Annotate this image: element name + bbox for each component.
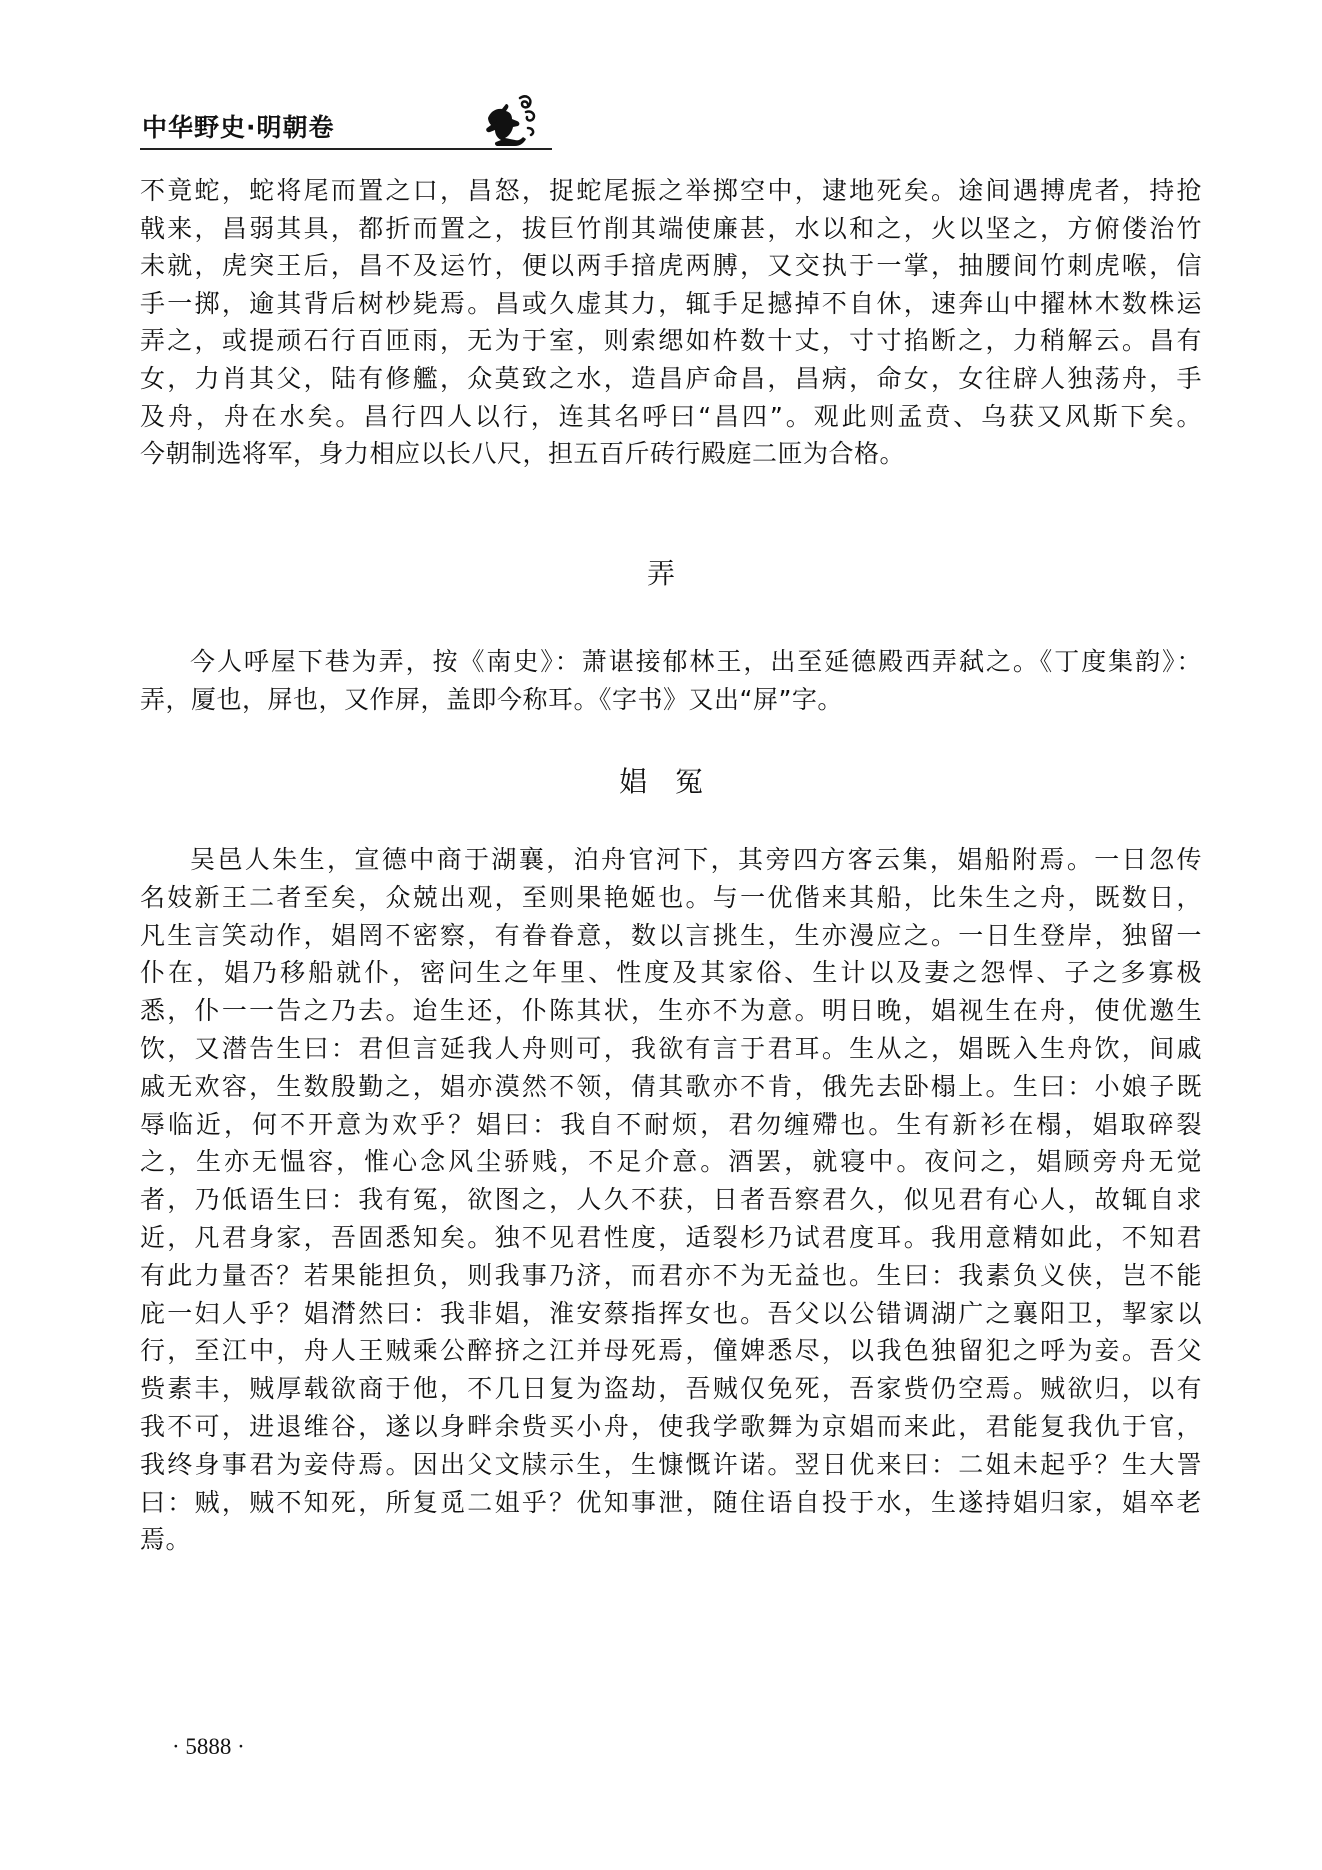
text-line: 赀素丰，贼厚载欲商于他，不几日复为盗劫，吾贼仅免死，吾家赀仍空焉。贼欲归，以有 xyxy=(140,1374,1202,1404)
text-line: 凡生言笑动作，娼罔不密察，有眷眷意，数以言挑生，生亦漫应之。一日生登岸，独留一 xyxy=(140,920,1202,950)
text-line: 行，至江中，舟人王贼乘公醉挤之江并母死焉，僮婢悉尽，以我色独留犯之呼为妾。吾父 xyxy=(140,1336,1202,1366)
text-line: 庇一妇人乎？娼潸然曰：我非娼，淮安蔡指挥女也。吾父以公错调湖广之襄阳卫，挈家以 xyxy=(140,1298,1202,1328)
text-line: 之，生亦无愠容，惟心念风尘骄贱，不足介意。酒罢，就寝中。夜问之，娼顾旁舟无觉 xyxy=(140,1147,1202,1177)
text-line: 女，力肖其父，陆有修艦，众莫致之水，造昌庐命昌，昌病，命女，女往辟人独荡舟，手 xyxy=(140,364,1202,393)
text-line: 我终身事君为妾侍焉。因出父文牍示生，生慷慨许诺。翌日优来曰：二姐未起乎？生大詈 xyxy=(140,1449,1202,1479)
text-line: 及舟，舟在水矣。昌行四人以行，连其名呼曰“昌四”。观此则孟贲、乌获又风斯下矣。 xyxy=(140,401,1202,431)
text-line: 不竟蛇，蛇将尾而置之口，昌怒，捉蛇尾振之举掷空中，逮地死矣。途间遇搏虎者，持抢 xyxy=(140,176,1202,205)
text-line: 吴邑人朱生，宣德中商于湖襄，泊舟官河下，其旁四方客云集，娼船附焉。一日忽传 xyxy=(190,845,1202,874)
text-line: 今朝制选将军，身力相应以长八尺，担五百斤砖行殿庭二匝为合格。 xyxy=(140,439,906,469)
text-line: 戚无欢容，生数殷勤之，娼亦漠然不领，倩其歌亦不肯，俄先去卧榻上。生曰：小娘子既 xyxy=(140,1071,1202,1101)
text-line: 名妓新王二者至矣，众兢出观，至则果艳姬也。与一优偕来其船，比朱生之舟，既数日， xyxy=(140,882,1202,912)
text-line: 未就，虎突王后，昌不及运竹，便以两手揞虎两膊，又交执于一掌，抽腰间竹刺虎喉，信 xyxy=(140,251,1202,281)
text-line: 有此力量否？若果能担负，则我事乃济，而君亦不为无益也。生曰：我素负义侠，岂不能 xyxy=(140,1260,1202,1290)
text-line: 今人呼屋下巷为弄，按《南史》：萧谌接郁林王，出至延德殿西弄弑之。《丁度集韵》： xyxy=(190,647,1202,676)
text-line: 近，凡君身家，吾固悉知矣。独不见君性度，适裂杉乃试君度耳。我用意精如此，不知君 xyxy=(140,1223,1202,1252)
text-line: 焉。 xyxy=(140,1525,192,1555)
text-line: 者，乃低语生曰：我有冤，欲图之，人久不获，日者吾察君久，似见君有心人，故辄自求 xyxy=(140,1185,1202,1215)
text-line: 我不可，进退维谷，遂以身畔余赀买小舟，使我学歌舞为京娼而来此，君能复我仇于官， xyxy=(140,1412,1202,1441)
text-line: 弄，厦也，屏也，又作屏，盖即今称耳。《字书》又出“屏”字。 xyxy=(140,684,843,714)
dragon-emblem-icon xyxy=(480,88,546,154)
text-line: 悉，仆一一告之乃去。迨生还，仆陈其状，生亦不为意。明日晚，娼视生在舟，使优邀生 xyxy=(140,996,1202,1026)
text-line: 曰：贼，贼不知死，所复觅二姐乎？优知事泄，随住语自投于水，生遂持娼归家，娼卒老 xyxy=(140,1487,1202,1517)
page-number: · 5888 · xyxy=(172,1734,245,1759)
text-line: 饮，又潜告生曰：君但言延我人舟则可，我欲有言于君耳。生从之，娼既入生舟饮，间戚 xyxy=(140,1034,1202,1063)
section-title: 弄 xyxy=(646,557,675,590)
text-line: 戟来，昌弱其具，都折而置之，拔巨竹削其端使廉甚，水以和之，火以坚之，方俯偻治竹 xyxy=(140,213,1202,243)
text-line: 仆在，娼乃移船就仆，密问生之年里、性度及其家俗、生计以及妻之怨悍、子之多寡极 xyxy=(140,958,1202,988)
section-title: 娼 冤 xyxy=(618,765,703,798)
text-line: 手一掷，逾其背后树杪毙焉。昌或久虚其力，辄手足撼掉不自休，速奔山中擢林木数株运 xyxy=(140,288,1202,318)
book-title: 中华野史·明朝卷 xyxy=(142,113,335,142)
text-line: 弄之，或提顽石行百匝雨，无为于室，则索缌如杵数十丈，寸寸掐断之，力稍解云。昌有 xyxy=(140,326,1202,356)
text-line: 辱临近，何不开意为欢乎？娼曰：我自不耐烦，君勿缠殢也。生有新衫在榻，娼取碎裂 xyxy=(140,1109,1202,1139)
